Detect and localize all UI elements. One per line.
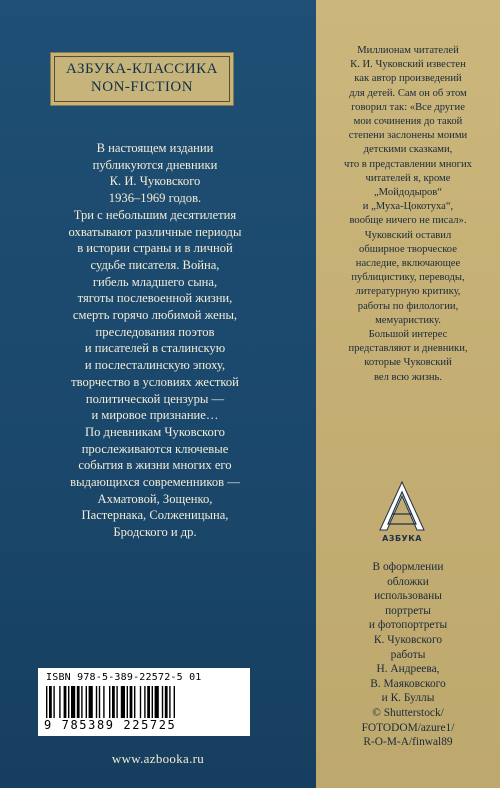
a-logo-icon <box>372 478 432 534</box>
description-line: политической цензуры — <box>85 391 225 406</box>
credits-line: R-O-M-A/finwal89 <box>363 736 453 749</box>
isbn-label: ISBN 978-5-389-22572-5 01 <box>46 672 202 683</box>
description-line: и мировое признание… <box>91 408 219 423</box>
description-line: охватывают различные периоды <box>68 224 242 239</box>
blurb-line: как автор произведений <box>354 73 462 85</box>
description-line: преследования поэтов <box>95 324 215 339</box>
blurb-line: говорил так: «Все другие <box>351 101 465 113</box>
credits-line: и К. Буллы <box>381 692 435 705</box>
description-line: в истории страны и в личной <box>77 241 233 256</box>
blurb-line: что в представлении многих <box>344 158 472 170</box>
blurb-line: „Мойдодыров“ <box>373 187 442 199</box>
blurb-line: работы по филологии, <box>357 300 459 312</box>
credits-line: К. Чуковского <box>373 633 443 646</box>
description-line: Бродского и др. <box>113 525 197 540</box>
blurb-line: публицистику, переводы, <box>351 272 465 284</box>
blurb-line: вел всю жизнь. <box>373 371 443 383</box>
description-line: Ахматовой, Зощенко, <box>97 491 213 506</box>
blurb-line: мемуаристику. <box>375 314 441 326</box>
description-line: 1936–1969 годов. <box>108 191 202 206</box>
credits-line: Н. Андреева, <box>376 663 440 676</box>
blurb-line: которые Чуковский <box>364 357 452 369</box>
description-line: Три с небольшим десятилетия <box>73 207 237 222</box>
description-line: события в жизни многих его <box>78 458 232 473</box>
blurb-line: детскими сказками, <box>363 144 453 156</box>
blurb-line: обширное творческое <box>359 243 457 255</box>
description-line: публикуются дневники <box>92 157 218 172</box>
description-line: По дневникам Чуковского <box>85 424 225 439</box>
blurb-line: представляют и дневники, <box>348 343 468 355</box>
blurb-line: степени заслонены моими <box>348 130 468 142</box>
credits-line: обложки <box>387 575 429 588</box>
description-line: выдающихся современников — <box>70 475 240 490</box>
blurb-line: читателей я, кроме <box>365 172 451 184</box>
credits-line: © Shutterstock/ <box>372 706 444 719</box>
description-line: смерть горячо любимой жены, <box>72 308 238 323</box>
description-line: В настоящем издании <box>96 141 214 155</box>
cover-credits <box>326 560 490 750</box>
description-line: прослеживаются ключевые <box>81 441 229 456</box>
credits-line: FOTODOM/azure1/ <box>361 721 455 734</box>
credits-line: В. Маяковского <box>370 677 446 690</box>
barcode <box>38 668 250 736</box>
credits-line: использованы <box>374 590 442 603</box>
barcode-digits: 9 785389 225725 <box>44 718 244 732</box>
credits-line: В оформлении <box>372 561 444 573</box>
description-line: и писателей в сталинскую <box>84 341 226 356</box>
publisher-website: www.azbooka.ru <box>111 751 205 766</box>
credits-line: работы <box>390 648 426 661</box>
blurb-line: Большой интерес <box>368 329 448 341</box>
series-title: АЗБУКА-КЛАССИКА <box>66 61 218 77</box>
blurb-line: литературную критику, <box>355 286 461 298</box>
description-line: тяготы послевоенной жизни, <box>77 291 233 306</box>
description-line: гибель младшего сына, <box>92 274 218 289</box>
blurb-line: и „Муха-Цокотуха“, <box>362 201 454 213</box>
blurb-line: Миллионам читателей <box>357 45 459 56</box>
blurb-line: К. И. Чуковский известен <box>350 59 466 71</box>
series-label <box>50 52 234 106</box>
description-line: и послесталинскую эпоху, <box>84 358 226 373</box>
blurb-line: наследие, включающее <box>355 258 461 270</box>
blurb-line: для детей. Сам он об этом <box>349 87 467 99</box>
blurb-line: Чуковский оставил <box>364 229 452 241</box>
credits-line: и фотопортреты <box>368 619 448 632</box>
author-blurb <box>326 44 490 385</box>
blurb-line: вообще ничего не писал». <box>349 215 467 227</box>
credits-line: портреты <box>385 604 431 617</box>
blurb-line: мои сочинения до такой <box>353 116 463 128</box>
series-subtitle: NON-FICTION <box>90 79 194 95</box>
description-line: Пастернака, Солженицына, <box>81 508 229 523</box>
description-line: К. И. Чуковского <box>109 174 201 189</box>
description-line: творчество в условиях жесткой <box>71 374 239 389</box>
publisher-logo <box>372 478 432 550</box>
publisher-logo-label: АЗБУКА <box>382 534 422 543</box>
description-line: судьбе писателя. Война, <box>90 257 220 272</box>
book-description <box>48 140 262 541</box>
